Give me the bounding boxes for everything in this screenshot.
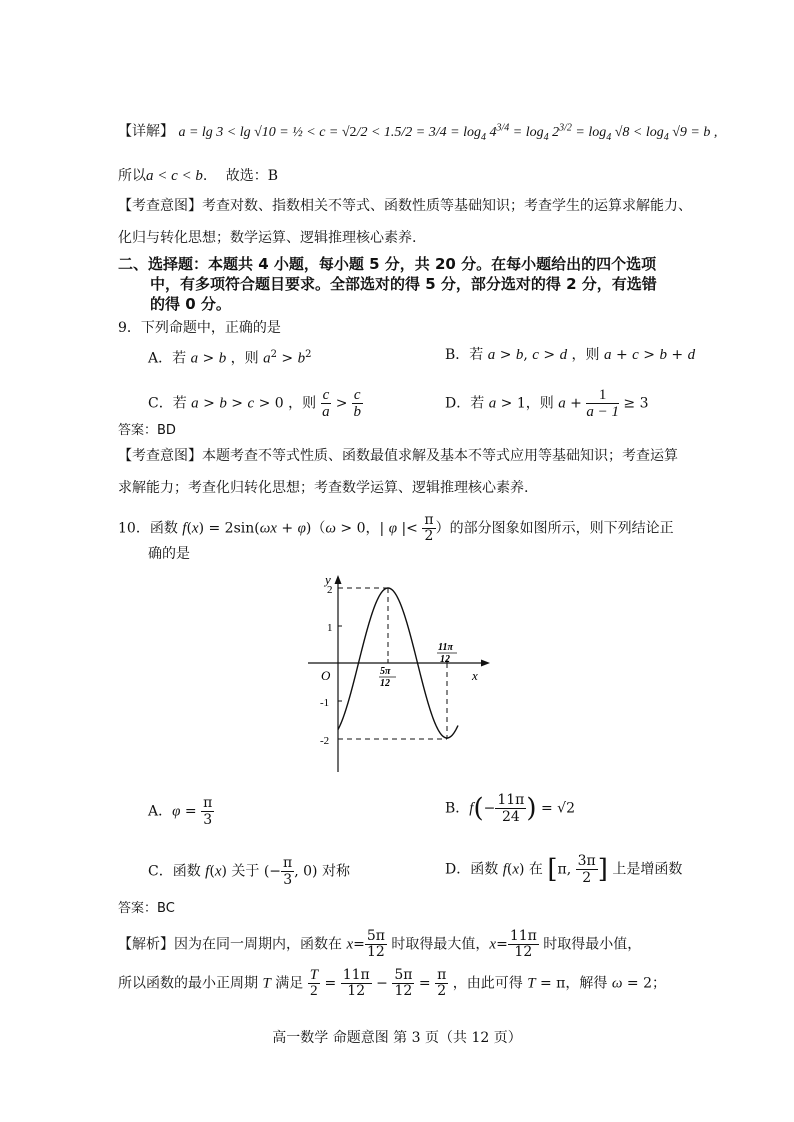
q10-option-a: A．φ = $\frac{\pi}{3}$ xyxy=(148,795,213,828)
min-x-label xyxy=(437,642,457,665)
section2-heading-line2: 中，有多项符合题目要求。全部选对的得 5 分，部分选对的得 2 分，有选错 xyxy=(150,275,657,293)
intent8-line1: 【考查意图】考查对数、指数相关不等式、函数性质等基础知识；考查学生的运算求解能力、 xyxy=(118,198,692,214)
svg-text:12: 12 xyxy=(380,678,390,689)
section2-heading-line3: 的得 0 分。 xyxy=(150,295,231,313)
q10-answer: 答案：BC xyxy=(118,901,175,916)
q10-stem-line2: 确的是 xyxy=(148,546,190,562)
y-axis-arrow xyxy=(335,575,342,584)
y-tick-neg1: -1 xyxy=(320,697,330,709)
max-x-label xyxy=(379,666,396,689)
y-tick-neg2: -2 xyxy=(320,735,330,747)
y-tick-2: 2 xyxy=(327,584,333,596)
q10-option-d: D．函数 f(x) 在 [π, $\frac{3\pi}{2}$ ] 上是增函数 xyxy=(445,853,683,886)
y-tick-1: 1 xyxy=(327,622,333,634)
x-axis-arrow xyxy=(481,660,490,667)
svg-text:12: 12 xyxy=(440,654,450,665)
svg-text:11π: 11π xyxy=(438,642,453,653)
intent8-line2: 化归与转化思想；数学运算、逻辑推理核心素养. xyxy=(118,230,417,246)
q9-option-a: A．若 a > b ，则 $a^2 > b^2$ xyxy=(148,349,312,367)
section2-heading-line1: 二、选择题：本题共 4 小题，每小题 5 分，共 20 分。在每小题给出的四个选项 xyxy=(118,255,657,273)
q10-stem-line1: 10．函数 f(x) = 2sin(ωx + φ)（ω > 0，| φ |< $\frac{\pi}{2}$ ）的部分图象如图所示，则下列结论正 xyxy=(118,512,674,544)
q9-option-c: C．若 a > b > c > 0 ，则 $\frac{c}{a}$ > $\frac{c}{b}$ xyxy=(148,387,361,420)
page-footer: 高一数学 命题意图 第 3 页（共 12 页） xyxy=(272,1030,522,1046)
detail-label: 【详解】 xyxy=(118,123,174,140)
q10-option-b: B．f(− $\frac{11\pi}{24}$ ) = √2 xyxy=(445,792,575,825)
origin-label: O xyxy=(321,668,331,683)
q10-analysis-line1: 【解析】因为在同一周期内，函数在 x= $\frac{5\pi}{12}$ 时取得最大值，x= $\frac{11\pi}{12}$ 时取得最小值， xyxy=(118,928,642,960)
q9-intent-line2: 求解能力；考查化归转化思想；考查数学运算、逻辑推理核心素养. xyxy=(118,480,529,496)
detail-conclusion: 所以a < c < b. 故选：B xyxy=(118,168,279,184)
detail-formula: a = lg 3 < lg √10 = ½ < $c = √2/2 < 1.5/2 = 3/4 = \log_4 4^{3/4} = \log_4 2^{3/2} = \log_4 √8 < \log_4 √9 = b$ , xyxy=(178,122,718,143)
q10-option-c: C．函数 f(x) 关于 (− $\frac{\pi}{3}$ , 0) 对称 xyxy=(148,855,350,888)
x-axis-label: x xyxy=(472,668,478,683)
q9-answer: 答案：BD xyxy=(118,423,176,438)
y-axis-label: y xyxy=(325,572,331,587)
sine-graph xyxy=(300,565,520,775)
svg-text:5π: 5π xyxy=(380,666,391,677)
q9-stem: 9．下列命题中，正确的是 xyxy=(118,320,281,336)
q9-option-b: B．若 a > b, c > d ，则 a + c > b + d xyxy=(445,347,696,363)
q9-option-d: D．若 a > 1，则 a + $\frac{1}{a - 1}$ ≥ 3 xyxy=(445,387,649,420)
detail-line xyxy=(118,118,717,147)
q10-analysis-line2: 所以函数的最小正周期 T 满足 $\frac{T}{2}$ = $\frac{11\pi}{12}$ − $\frac{5\pi}{12}$ = $\frac{\pi}{2}$ ，由此可得 T = π，解得 ω = 2； xyxy=(118,967,666,999)
q9-intent-line1: 【考查意图】本题考查不等式性质、函数最值求解及基本不等式应用等基础知识；考查运算 xyxy=(118,448,678,464)
